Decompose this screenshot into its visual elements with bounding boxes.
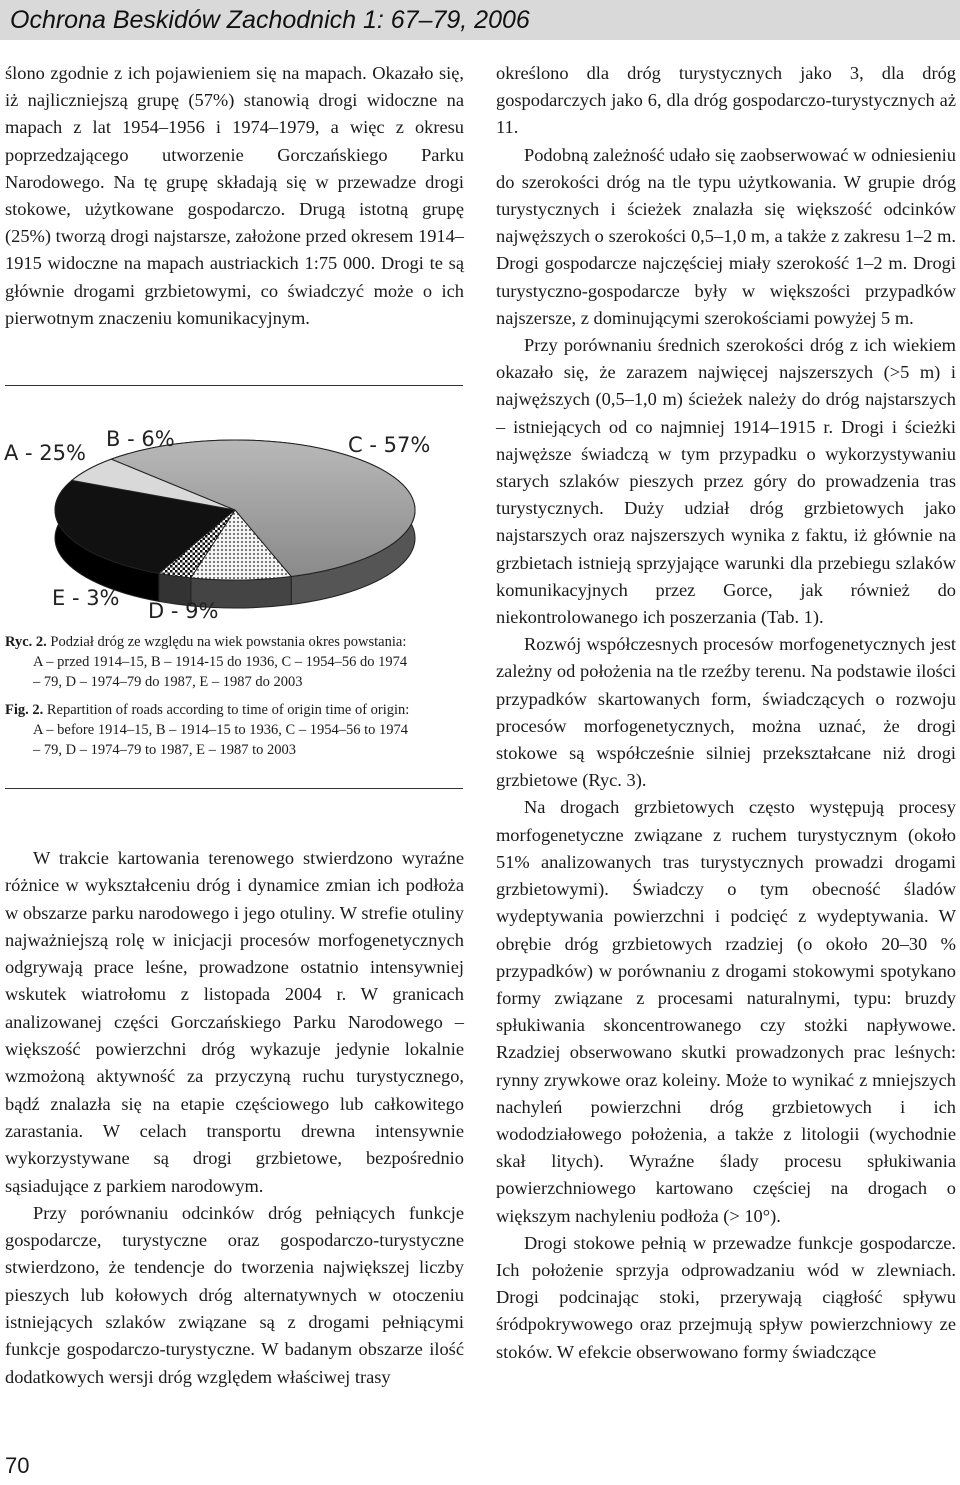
figure-caption-pl [5, 632, 464, 692]
caption-label-en: Fig. 2. [5, 702, 44, 718]
running-header [0, 0, 960, 40]
paragraph: Przy porównaniu średnich szerokości dróg z ich wiekiem okazało się, że zarazem najwięcej najszerszych (>5 m) i najwęższych (0,5–1,0 m) ścieżek należy do dróg najstarszych – istniejących od co najmniej 1914–1915 r. Drogi i ścieżki najwęższe świadczą w tym przypadku o wykorzystywaniu starych szlaków pieszych przez góry do prowadzenia tras turystycznych. Duży udział dróg grzbietowych jako najstarszych oraz najszerszych wynika z faktu, iż głównie na grzbietach istnieją sprzyjające warunki dla przebiegu szlaków komunikacyjnych przez Gorce, jak również do niekontrolowanego ich poszerzania (Tab. 1). [496, 335, 956, 628]
paragraph: Drogi stokowe pełnią w przewadze funkcje gospodarcze. Ich położenie sprzyja odprowadzaniu wód w zlewniach. Drogi podcinając stoki, przerywają ciągłość spływu śródpokrywowego oraz przejmują spływ powierzchniowy ze stoków. W efekcie obserwowano formy świadczące [496, 1232, 956, 1362]
slice-label-c: C - 57% [348, 433, 431, 457]
slice-label-e: E - 3% [52, 586, 120, 610]
figure-bottom-rule [5, 788, 463, 789]
slice-label-b: B - 6% [106, 427, 175, 451]
left-column-bottom [5, 845, 464, 1391]
right-column [496, 60, 956, 1366]
paragraph: W trakcie kartowania terenowego stwierdzono wyraźne różnice w wykształceniu dróg i dynamice zmian ich podłoża w obszarze parku narodowego i jego otuliny. W strefie otuliny najważniejszą rolę w inicjacji procesów morfogenetycznych odgrywają prace leśne, prowadzone ostatnio intensywniej wskutek wiatrołomu z listopada 2004 r. W granicach analizowanej części Gorczańskiego Parku Narodowego – większość powierzchni dróg wykazuje jedynie lokalnie wzmożoną aktywność za przyczyną ruchu turystycznego, bądź znalazła się na etapie częściowego lub całkowitego zarastania. W celach transportu drewna intensywnie wykorzystywane są drogi grzbietowe, bezpośrednio sąsiadujące z parkiem narodowym. [5, 848, 464, 1196]
pie-chart [0, 400, 470, 630]
caption-line: A – before 1914–15, B – 1914–15 to 1936, C – 1954–56 to 1974 [33, 722, 408, 738]
paragraph: określono dla dróg turystycznych jako 3, dla dróg gospodarczych jako 6, dla dróg gospodarczo-turystycznych aż 11. [496, 63, 956, 138]
caption-label-pl: Ryc. 2. [5, 634, 47, 650]
paragraph: Podobną zależność udało się zaobserwować w odniesieniu do szerokości dróg na tle typu użytkowania. W grupie dróg turystycznych i ścieżek znalazła się większość odcinków najwęższych o szerokości 0,5–1,0 m, a także z zakresu 1–2 m. Drogi gospodarcze najczęściej miały szerokość 1–2 m. Drogi turystyczno-gospodarcze były w większości przypadków najszersze, z dominującymi szerokościami powyżej 5 m. [496, 144, 956, 328]
journal-title: Ochrona Beskidów Zachodnich 1: 67–79, 2006 [10, 6, 530, 34]
figure-caption-en [5, 700, 464, 760]
paragraph: Przy porównaniu odcinków dróg pełniących funkcje gospodarcze, turystyczne oraz gospodarczo-turystyczne stwierdzono, że tendencje do tworzenia największej liczby pieszych lub kołowych dróg alternatywnych w otoczeniu istniejących szlaków związane są z drogami pełniącymi funkcje gospodarczo-turystyczne. W badanym obszarze ilość dodatkowych wersji dróg względem właściwej trasy [5, 1202, 464, 1387]
left-column-top [5, 60, 464, 332]
pie-tops [55, 440, 415, 580]
paragraph: ślono zgodnie z ich pojawieniem się na mapach. Okazało się, iż najliczniejszą grupę (57%) stanowią drogi widoczne na mapach z lat 1954–1956 i 1974–1979, a więc z okresu poprzedzającego utworzenie Gorczańskiego Parku Narodowego. Na tę grupę składają się w przewadze drogi stokowe, użytkowane gospodarczo. Drugą istotną grupę (25%) tworzą drogi najstarsze, założone przed okresem 1914–1915 widoczne na mapach austriackich 1:75 000. Drogi te są głównie drogami grzbietowymi, co świadczyć może o ich pierwotnym znaczeniu komunikacyjnym. [5, 63, 464, 328]
caption-line: Repartition of roads according to time of origin time of origin: [46, 702, 410, 718]
caption-line: – 79, D – 1974–79 to 1987, E – 1987 to 2003 [33, 742, 297, 758]
caption-line: Podział dróg ze względu na wiek powstania okres powstania: [50, 634, 407, 650]
paragraph: Na drogach grzbietowych często występują procesy morfogenetyczne związane z ruchem turystycznym (około 51% analizowanych tras turystycznych prowadzi drogami grzbietowymi). Świadczy o tym obecność śladów wydeptywania powierzchni i podcięć z wydeptywania. W obrębie dróg grzbietowych rzadziej (o około 20–30 % przypadków) w porównaniu z drogami stokowymi spotykano formy związane z procesami naturalnymi, typu: bruzdy spłukiwania skoncentrowanego czy stożki napływowe. Rzadziej obserwowano skutki prowadzonych prac leśnych: rynny zrywkowe oraz koleiny. Może to wynikać z mniejszych nachyleń powierzchni dróg grzbietowych i ich wododziałowego położenia, a także z litologii (wychodnie skał litych). Wyraźne ślady procesu spłukiwania powierzchniowego kartowano częściej na drogach o większym nachyleniu podłoża (> 10°). [496, 797, 956, 1226]
slice-label-a: A - 25% [4, 441, 86, 465]
figure-top-rule [5, 385, 463, 386]
paragraph: Rozwój współczesnych procesów morfogenetycznych jest zależny od położenia na tle rzeźby terenu. Na podstawie ilości przypadków skartowanych form, świadczących o rozwoju procesów morfogenetycznych, można uznać, że drogi stokowe są współcześnie silniej przekształcane niż drogi grzbietowe (Ryc. 3). [496, 634, 956, 791]
page-number: 70 [5, 1453, 30, 1478]
caption-line: A – przed 1914–15, B – 1914-15 do 1936, C – 1954–56 do 1974 [33, 654, 408, 670]
slice-label-d: D - 9% [148, 599, 219, 623]
caption-line: – 79, D – 1974–79 do 1987, E – 1987 do 2003 [33, 674, 303, 690]
